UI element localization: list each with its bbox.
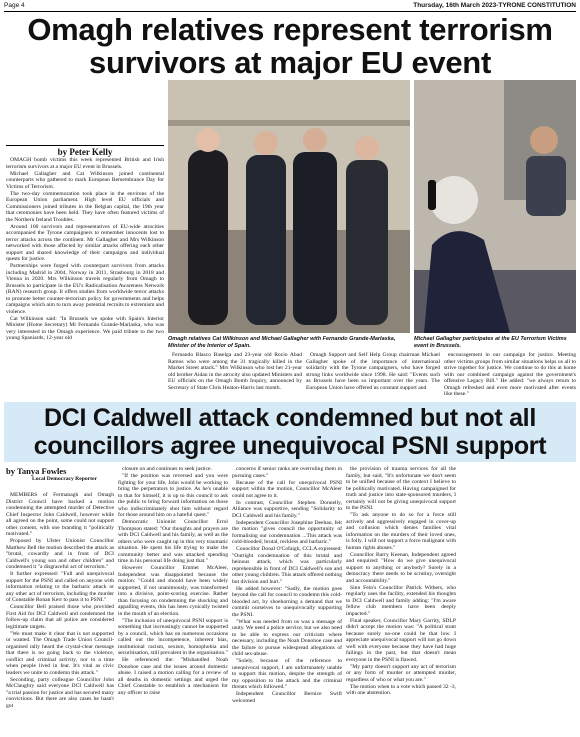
paragraph: Democratic Unionist Councillor Errol Thompson stated: "Our thoughts and prayers are with DCI Caldwell and his family, as well as the others who were caught up in this very traumatic situation. He spent his life trying to make the community better and was attacked spending time in his personal life doing just that." bbox=[118, 519, 228, 564]
byline-name: by Tanya Fowles bbox=[6, 466, 67, 476]
paragraph: closure on and continues to seek justice. bbox=[122, 466, 212, 472]
paragraph: "We must make it clear that is not supported or wanted. The Omagh Trade Union Council-organised rally heard the crystal-clear message that there is no going back to the violence, conflict and criminal activity, nor to a time when people lived in fear. It's vital as civic leaders we unite to condemn this attack." bbox=[6, 630, 114, 676]
paragraph: Omagh Support and Self Help Group chairman Michael Gallagher spoke of the importance of international solidarity with the Tyrone campaigners, who have forged strong links worldwide since 1998. He said: "Events such as Brussels have been so important over the years. The European Union have offered us constant support and bbox=[306, 352, 440, 391]
paragraph: He referenced the: "Mishandled Noah Donohoe case and the issues around domestic abuse. I raised a motion calling for a review of all deaths in domestic settings and urged the Chief Constable to establish a mechanism for any officer to raise bbox=[118, 657, 228, 696]
paragraph: "If the position was reversed and you were fighting for your life, John would be working to bring the perpetrators to justice. As he's unable to that for himself, it is up to this council to ask the public to bring forward information on those who indiscriminately shot him without regard for those around him on a hateful quest." bbox=[118, 473, 228, 518]
photo-group-portrait bbox=[168, 80, 410, 333]
paragraph: concerns if senior ranks are overruling them in pursuing cases." bbox=[232, 466, 342, 479]
paragraph: the provision of trauma services for all the family, but said, "It's unfortunate we don't seem to be unified because of the context I believe to be politically motivated. Having campaigned for truth and justice into state-sponsored murders, I certainly will not be giving unequivocal support to the PSNI. bbox=[346, 466, 456, 511]
photo-speaker-illustration bbox=[414, 80, 576, 333]
story2-column-3 bbox=[232, 466, 342, 732]
story1-column-1 bbox=[6, 157, 164, 385]
paragraph: "What was needed from us was a message of unity. We need a police service, but we also need to be able to express our criticism where necessary, including the Noah Donohoe case and the failure to pursue widespread allegations of child sex-abuse. bbox=[232, 618, 342, 657]
paragraph: Seconding, party colleague Councillor John McClaughry said everyone DCI Caldwell has "a trial passion for justice and has secured many convictions. But there are also cases he hasn't got bbox=[6, 676, 114, 709]
date-and-paper: Thursday, 16th March 2023-TYRONE CONSTITUTION bbox=[413, 2, 576, 9]
story2-byline bbox=[6, 466, 114, 482]
story1-column-3 bbox=[306, 352, 440, 396]
photo-speaker-at-event bbox=[414, 80, 576, 333]
paragraph: encouragement in our campaign for justice. Meeting other victims groups from similar situations helps us all to strive together for justice. We continue to do this at home with our combined campaign against the government's offensive Legacy Bill." He added: "we always return to Omagh refreshed and even more motivated after events like these." bbox=[444, 352, 576, 396]
story2-column-4 bbox=[346, 466, 456, 732]
paragraph: Councillor Barry Keenan, Independent agreed and enquired: "How do we give unequivocal support to anything or anybody? Surely in a democracy there needs to be scrutiny, oversight and accountability." bbox=[346, 551, 456, 584]
photo-group-portrait-illustration bbox=[168, 80, 410, 333]
paragraph: MEMBERS of Fermanagh and Omagh District Council have backed a motion condemning the attempted murder of Detective Chief Inspector John Caldwell, however while all agreed on the point, some could not support other content, with one branding it "politically motivated." bbox=[6, 492, 114, 537]
paragraph: Fernando Blasco Baselga and 23-year old Rocio Abad Ramos who were among the 31 tragically killed in the Market Street attack." Mrs Wilkinson who lost her 21-year old brother Aidan in the atrocity also updated Ministers and EU officials on the Omagh Bomb Inquiry, announced by Secretary of State Chris Heaton-Harris last month. bbox=[168, 352, 302, 391]
photo-caption-2: Michael Gallagher participates at the EU Terrorism Victims event in Brussels. bbox=[414, 336, 567, 349]
byline-role: Local Democracy Reporter bbox=[32, 476, 97, 482]
paragraph: Around 100 survivors and representatives of EU-wide atrocities accompanied the Tyrone campaigners to remember innocents lost to terror attacks across the continent. Mr Gallagher and Mrs Wilkinson networked with those affected by similar attacks offering each other support and shared knowledge of their campaigns and individual quests for justice. bbox=[6, 223, 164, 262]
paragraph: In contrast, Councillor Stephen Donnelly, Alliance was supportive, sending "Solidarity to DCI Caldwell and his family." bbox=[232, 499, 342, 519]
paragraph: The two-day commemoration took place in the environs of the European Union parliament. High level EU officials and Commissioners joined tributes in the Belgian capital, the 19th year that ceremonies have been held. They have often featured victims of the Northern Ireland Troubles. bbox=[6, 190, 164, 223]
page-number: Page 4 bbox=[4, 2, 25, 9]
paragraph: Councillor Bell praised those who provided First Aid for DCI Caldwell and condemned the follow-up claim that all police are considered legitimate targets. bbox=[6, 604, 114, 630]
story2-column-2 bbox=[118, 466, 228, 732]
paragraph: Independent Councillor Josephine Deehan, felt the motion "gives council the opportunity of formalising our condemnation ...This attack was cold-blooded, brutal, reckless and barbaric." bbox=[232, 519, 342, 545]
story2-column-1 bbox=[6, 492, 114, 732]
paragraph: It further expressed: "Full and unequivocal support for the PSNI and called on anyone with information relating to the barbaric attack or any other act of terrorism, including the murder of Constable Ronan Kerr to pass it to PSNI." bbox=[6, 571, 114, 603]
paragraph: "Solely, because of the reference to unequivocal support, I am unfortunately unable to support this motion, despite the strength of my opposition to the attack and the criminal threats which followed." bbox=[232, 658, 342, 690]
paragraph: OMAGH bomb victims this week represented British and Irish terrorism survivors at a major EU event in Brussels. bbox=[6, 157, 164, 170]
paragraph: Because of the call for unequivocal PSNI support within the motion, Councillor McAleer could not agree to it. bbox=[232, 479, 342, 499]
paragraph: "To ask anyone to do so for a force still actively and aggressively engaged in cover-up and collusion which denies families vital information on the murders of their loved ones, is folly. I will not support a force malignant with human rights abuses." bbox=[346, 512, 456, 551]
paragraph: Cat Wilkinson said: "In Brussels we spoke with Spain's Interior Minister (Home Secretary) Mr Fernando Grande-Marlaska, who was very interested in the Omagh experience. We paid tribute to the two young Spaniards, 12-year old bbox=[6, 315, 164, 341]
paragraph: Sinn Fein's Councillor Patrick Withers, who regularly uses the facility, extended his thoughts to DCI Caldwell and family adding: "I'm aware fellow club members have been deeply impacted." bbox=[346, 584, 456, 617]
paragraph: Final speaker, Councillor Mary Garrity, SDLP didn't accept the motion was: "A political stunt because surely no-one could be that low. I appreciate unequivocal support will not go down well with everyone because they have had huge failings in the past, but that doesn't mean everyone in the PSNI is flawed. bbox=[346, 617, 456, 663]
paragraph: Councillor Donal O'Cofaigh, CCLA expressed: "Outright condemnation of this brutal and heinous attack, which was particularly reprehensible in front of DCI Caldwell's son and other young children. This attack offered nothing but division and hurt." bbox=[232, 546, 342, 585]
paragraph: "My party doesn't support any act of terrorism or any form of murder or attempted murder, regardless of who or what you are." bbox=[346, 663, 456, 683]
paragraph: However Councillor Emmet McAleer, Independent was disappointed because the motion: "Could and should have been widely supported, if not unanimously, was transformed into a divisive, point-scoring exercise. Rather than focusing on condemning the shocking and appalling events, this has been cynically twisted in the mouth of an election. bbox=[118, 565, 228, 617]
paragraph: Independent Councillor Bernice Swift welcomed bbox=[232, 691, 342, 704]
paragraph: "The inclusion of unequivocal PSNI support is something that increasingly cannot be supported by a council, which has on numerous occasions called out the incompetence, inherent bias, institutional racism, sexism, homophobia and securitisation, still prevalent in the organisation." bbox=[118, 617, 228, 656]
story1-byline: by Peter Kelly bbox=[6, 145, 164, 157]
story2-column-5 bbox=[460, 466, 576, 732]
story1-column-4 bbox=[444, 352, 576, 396]
story1-headline: Omagh relatives represent terrorism survivors at major EU event bbox=[27, 12, 553, 80]
story1-column-2 bbox=[168, 352, 302, 396]
paragraph: He added however: "Sadly, the motion goes beyond the call for council to condemn this cold-blooded act, by shoehorning a demand that we commit ourselves to unequivocally supporting the PSNI. bbox=[232, 585, 342, 618]
paragraph: Michael Gallagher and Cat Wilkinson joined continental counterparts who gathered to mark European Remembrance Day for Victims of Terrorism. bbox=[6, 170, 164, 190]
paragraph: The motion when to a vote which passed 32 -3, with one abstention. bbox=[346, 683, 456, 696]
paragraph: Proposed by Ulster Unionist Councillor Matthew Bell the motion described the attack as "brutal, cowardly and in front of DCI Caldwell's young son and other children" and condemned it "a disgraceful act of terrorism." bbox=[6, 538, 114, 570]
story2-headline: DCI Caldwell attack condemned but not all councillors agree unequivocal PSNI support bbox=[33, 404, 547, 460]
photo-caption-1: Omagh relatives Cat Wilkinson and Michael Gallagher with Fernando Grande-Marlaska, Minister of the Interior of Spain. bbox=[168, 336, 396, 349]
paragraph: Partnerships were forged with counterpart survivors from attacks including Madrid in 2004, Norway in 2011, Strasbourg in 2018 and Vienna in 2020. Mrs Wilkinson travels regularly from Omagh to Brussels to participate in the EU's Radicalisation Awareness Network (RAN) research group. It offers studies from worldwide terror attacks to promote better counter-terrorism policy for governments and helps campaigns which aim to turn away potential recruits to extremism and violence. bbox=[6, 263, 164, 315]
page-folio bbox=[4, 2, 576, 12]
